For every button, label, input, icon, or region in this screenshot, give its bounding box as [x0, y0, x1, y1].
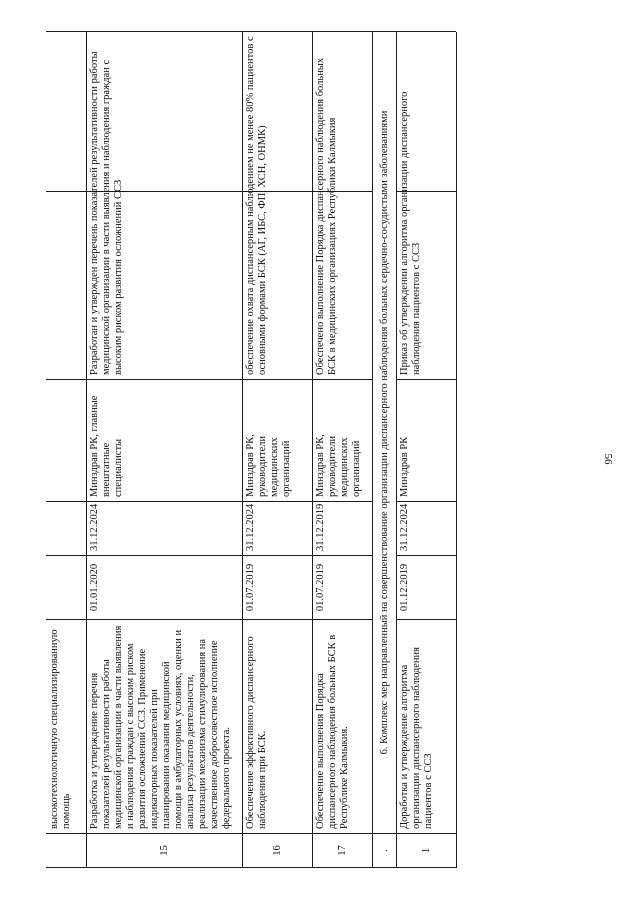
responsible-cell: Минздрав РК, руководители медицинских организаций — [315, 434, 362, 497]
responsible-cell: Минздрав РК — [399, 436, 410, 497]
result-cell: Обеспечено выполнение Порядка диспансерного наблюдения больных БСК в медицинских организациях Республики Калмыкия — [315, 57, 338, 375]
start-date-cell: 01.07.2019 — [315, 563, 326, 612]
row-number: 15 — [158, 845, 170, 856]
event-cell: Обеспечение эффективного диспансерного наблюдения при БСК. — [245, 636, 268, 829]
responsible-cell: Минздрав РК, руководители медицинских организаций — [245, 434, 292, 497]
end-date-cell: 31.12.2024 — [399, 503, 410, 551]
start-date-cell — [47, 556, 86, 619]
result-cell — [47, 32, 86, 379]
row-number: . — [378, 849, 390, 852]
result-cell: Приказ об утверждении алгоритма организации диспансерного наблюдения пациентов с ССЗ — [399, 91, 422, 375]
row-number: 16 — [271, 845, 283, 856]
event-cell: Разработка и утверждение перечня показателей результативности работы медицинской организации в части выявления и наблюдения граждан с высоким риском развития осложнений ССЗ. Применение индикаторных показателей при планировании оказания медицинской помощи в амбулаторных условиях, оценки и анализа результатов деятельности, реализации механизма стимулирования на качественное добросовестное исполнение федерального проекта. — [89, 625, 232, 829]
start-date-cell: 01.12.2019 — [399, 563, 410, 612]
event-cell: высокотехнологичную специализированную помощь — [49, 629, 72, 829]
row-number — [47, 834, 86, 867]
start-date-cell: 01.01.2020 — [89, 563, 100, 612]
responsible-cell — [47, 380, 86, 501]
row-number: 1 — [420, 847, 432, 854]
section-heading: 6. Комплекс мер направленный на совершенствование организации диспансерного наблюдения больных сердечно-сосудистыми заболеваниями — [378, 110, 390, 755]
end-date-cell: 31.12.2024 — [89, 503, 100, 551]
end-date-cell: 31.12.2024 — [245, 503, 256, 551]
event-cell: Обеспечение выполнения Порядка диспансерного наблюдения больных БСК в Республике Калмыкия. — [315, 634, 350, 829]
rotated-table — [46, 28, 476, 868]
result-cell: Разработан и утвержден перечень показателей результативности работы медицинской организации в части выявления и наблюдения граждан с высоким риском развития осложнений ССЗ — [89, 51, 124, 375]
responsible-cell: Минздрав РК, главные внештатные специалисты — [89, 395, 124, 497]
row-number: 17 — [336, 845, 348, 856]
page-number: 56 — [602, 453, 614, 465]
result-cell: обеспечение охвата диспансерным наблюдением не менее 80% пациентов с основными формами БСК (АГ, ИБС, ФП, ХСН, ОНМК) — [245, 36, 268, 375]
end-date-cell: 31.12.2019 — [315, 503, 326, 551]
event-cell: Доработка и утверждение алгоритма организации диспансерного наблюдения пациентов с ССЗ — [399, 647, 434, 829]
start-date-cell: 01.07.2019 — [245, 563, 256, 612]
end-date-cell — [47, 502, 86, 555]
grid-line — [456, 32, 457, 868]
grid-line — [46, 867, 456, 868]
